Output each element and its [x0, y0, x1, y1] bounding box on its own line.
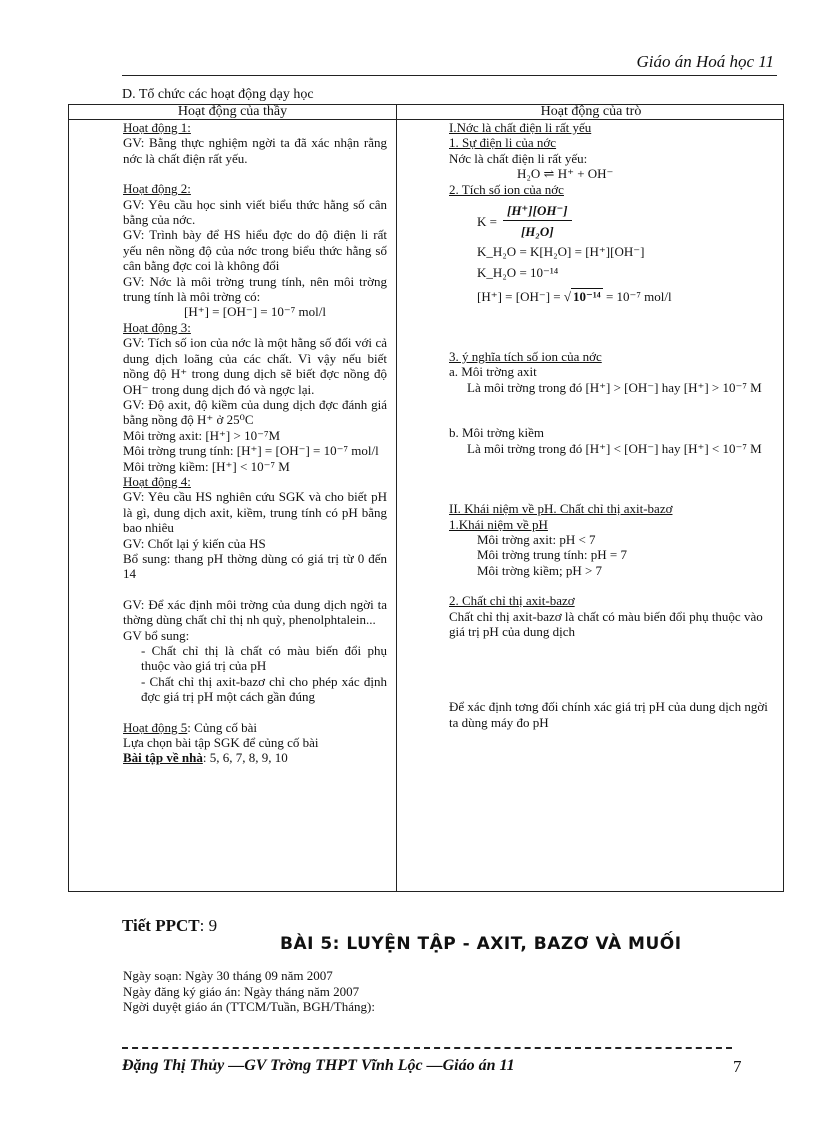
ph-kiem: Môi trờng kiềm; pH > 7 — [477, 562, 603, 578]
kh2o-line-1: K_H₂O = K[H₂O] = [H⁺][OH⁻] — [477, 243, 645, 259]
hd5-line — [123, 720, 387, 735]
conc-post: = 10⁻⁷ mol/l — [605, 288, 672, 304]
teacher-column — [123, 120, 387, 766]
header-rule — [122, 75, 777, 76]
k-label: K = — [477, 213, 497, 229]
hd4-p5: GV bổ sung: — [123, 627, 190, 643]
lesson-title: BÀI 5: LUYỆN TẬP - AXIT, BAZƠ VÀ MUỐI — [280, 934, 682, 954]
section-I-title: I.Nớc là chất điện li rất yếu — [449, 120, 592, 135]
hd4-title: Hoạt động 4: — [123, 473, 191, 489]
k-numerator: [H⁺][OH⁻] — [503, 203, 572, 221]
hd3-p1: GV: Tích số ion của nớc là một hằng số đối với cả dung dịch loãng của các chất. Vì vậy nếu biết nồng độ H⁺ trong dung dịch sẽ biết đợc nồng độ OH⁻ trong dung dịch đó và ngợc lại. — [123, 335, 387, 397]
ph-axit: Môi trờng axit: pH < 7 — [477, 531, 596, 547]
footer-rule — [122, 1047, 732, 1049]
II2-title: 2. Chất chỉ thị axit-bazơ — [449, 593, 575, 609]
hd4-p4: GV: Để xác định môi trờng của dung dịch ngời ta thờng dùng chất chỉ thị nh quỳ, phenolphtalein... — [123, 596, 387, 628]
s2-title: 2. Tích số ion của nớc — [449, 181, 564, 197]
hd4-p6: - Chất chỉ thị là chất có màu biến đổi phụ thuộc vào giá trị của pH — [141, 643, 387, 674]
s1-equation: H₂O ⇌ H⁺ + OH⁻ — [517, 166, 614, 182]
s1-text: Nớc là chất điện li rất yếu: — [449, 150, 588, 166]
section-title: D. Tổ chức các hoạt động dạy học — [122, 87, 314, 102]
page-number: 7 — [733, 1057, 742, 1076]
tiet-value: : 9 — [199, 916, 218, 935]
student-column — [449, 120, 775, 730]
hd3-p5: Môi trờng kiềm: [H⁺] < 10⁻⁷ M — [123, 458, 290, 474]
section-II-title: II. Khái niệm về pH. Chất chỉ thị axit-bazơ — [449, 501, 673, 517]
k-fraction — [503, 203, 572, 240]
II2-text: Chất chỉ thị axit-bazơ là chất có màu biến đổi phụ thuộc vào giá trị pH của dung dịch — [449, 608, 763, 639]
s3b-text: Là môi trờng trong đó [H⁺] < [OH⁻] hay [H⁺] < 10⁻⁷ M — [467, 440, 762, 456]
conc-sqrt: 10⁻¹⁴ — [573, 288, 601, 304]
hd5-title: Hoạt động 5 — [123, 719, 188, 735]
hd4-p7: - Chất chỉ thị axit-bazơ chỉ cho phép xác định đợc giá trị pH một cách gần đúng — [141, 673, 387, 705]
hd2-title: Hoạt động 2: — [123, 181, 191, 197]
hd4-p3: Bổ sung: thang pH thờng dùng có giá trị từ 0 đến 14 — [123, 550, 387, 582]
II1-title: 1.Khái niệm về pH — [449, 516, 548, 532]
II2-note: Để xác định tơng đối chính xác giá trị pH của dung dịch ngời ta dùng máy đo pH — [449, 699, 768, 730]
header-title: Giáo án Hoá học 11 — [636, 52, 774, 71]
nguoi-duyet: Ngời duyệt giáo án (TTCM/Tuần, BGH/Tháng): — [123, 999, 375, 1014]
k-denominator: [H₂O] — [520, 224, 554, 240]
hd1-title: Hoạt động 1: — [123, 120, 191, 135]
btvn-label: Bài tập về nhà — [123, 750, 203, 766]
col-header-student: Hoạt động của trò — [540, 104, 642, 119]
conc-pre: [H⁺] = [OH⁻] = — [477, 288, 561, 304]
k-formula — [477, 203, 775, 240]
ngay-soan: Ngày soạn: Ngày 30 tháng 09 năm 2007 — [123, 968, 333, 983]
btvn-line — [123, 750, 387, 765]
ngay-dang-ky: Ngày đăng ký giáo án: Ngày tháng năm 2007 — [123, 983, 360, 999]
table-column-divider — [396, 105, 397, 891]
s3a: a. Môi trờng axit — [449, 364, 537, 380]
s1-title: 1. Sự điện li của nớc — [449, 135, 557, 151]
kh2o-line-2: K_H₂O = 10⁻¹⁴ — [477, 265, 559, 281]
btvn-text: : 5, 6, 7, 8, 9, 10 — [202, 750, 288, 766]
hd2-p2: GV: Trình bày để HS hiểu đợc do độ điện li rất yếu nên nồng độ của nớc trong biểu thức hằng số cân bằng đợc coi là không đổi — [123, 227, 387, 274]
hd2-p1: GV: Yêu cầu học sinh viết biểu thức hằng số cân bằng của nớc. — [123, 196, 387, 228]
hd3-p3: Môi trờng axit: [H⁺] > 10⁻⁷M — [123, 427, 281, 443]
col-header-teacher: Hoạt động của thầy — [177, 104, 288, 119]
hd4-p1: GV: Yêu cầu HS nghiên cứu SGK và cho biết pH là gì, dung dịch axit, kiềm, trung tính có pH bằng bao nhiêu — [123, 489, 387, 536]
tiet-label: Tiết PPCT — [122, 916, 200, 935]
lesson-meta — [123, 968, 375, 1015]
hd3-p4: Môi trờng trung tính: [H⁺] = [OH⁻] = 10⁻⁷ mol/l — [123, 443, 379, 459]
hd2-formula: [H⁺] = [OH⁻] = 10⁻⁷ mol/l — [184, 304, 326, 320]
conc-line: [H⁺] = [OH⁻] = √ 10⁻¹⁴ = 10⁻⁷ mol/l — [477, 288, 672, 304]
hd5-text: : Củng cố bài — [187, 719, 257, 735]
hd2-p3: GV: Nớc là môi trờng trung tính, nên môi trờng trung tính là môi trờng có: — [123, 273, 387, 305]
s3a-text: Là môi trờng trong đó [H⁺] > [OH⁻] hay [H⁺] > 10⁻⁷ M — [467, 379, 762, 395]
hd3-title: Hoạt động 3: — [123, 319, 191, 335]
s3-title: 3. ý nghĩa tích số ion của nớc — [449, 349, 602, 365]
footer-text: Đặng Thị Thủy —GV Trờng THPT Vĩnh Lộc —Giáo án 11 — [122, 1057, 515, 1074]
hd3-p2: GV: Độ axit, độ kiềm của dung dịch đợc đánh giá bằng nồng độ H⁺ ở 25⁰C — [123, 396, 387, 428]
s3b: b. Môi trờng kiềm — [449, 425, 544, 441]
hd1-text: GV: Bằng thực nghiệm ngời ta đã xác nhận rằng nớc là chất điện rất yếu. — [123, 135, 387, 166]
tiet-ppct — [122, 916, 217, 936]
hd5-p1: Lựa chọn bài tập SGK để củng cố bài — [123, 735, 319, 751]
hd4-p2: GV: Chốt lại ý kiến của HS — [123, 535, 266, 551]
ph-trung-tinh: Môi trờng trung tính: pH = 7 — [477, 547, 627, 563]
